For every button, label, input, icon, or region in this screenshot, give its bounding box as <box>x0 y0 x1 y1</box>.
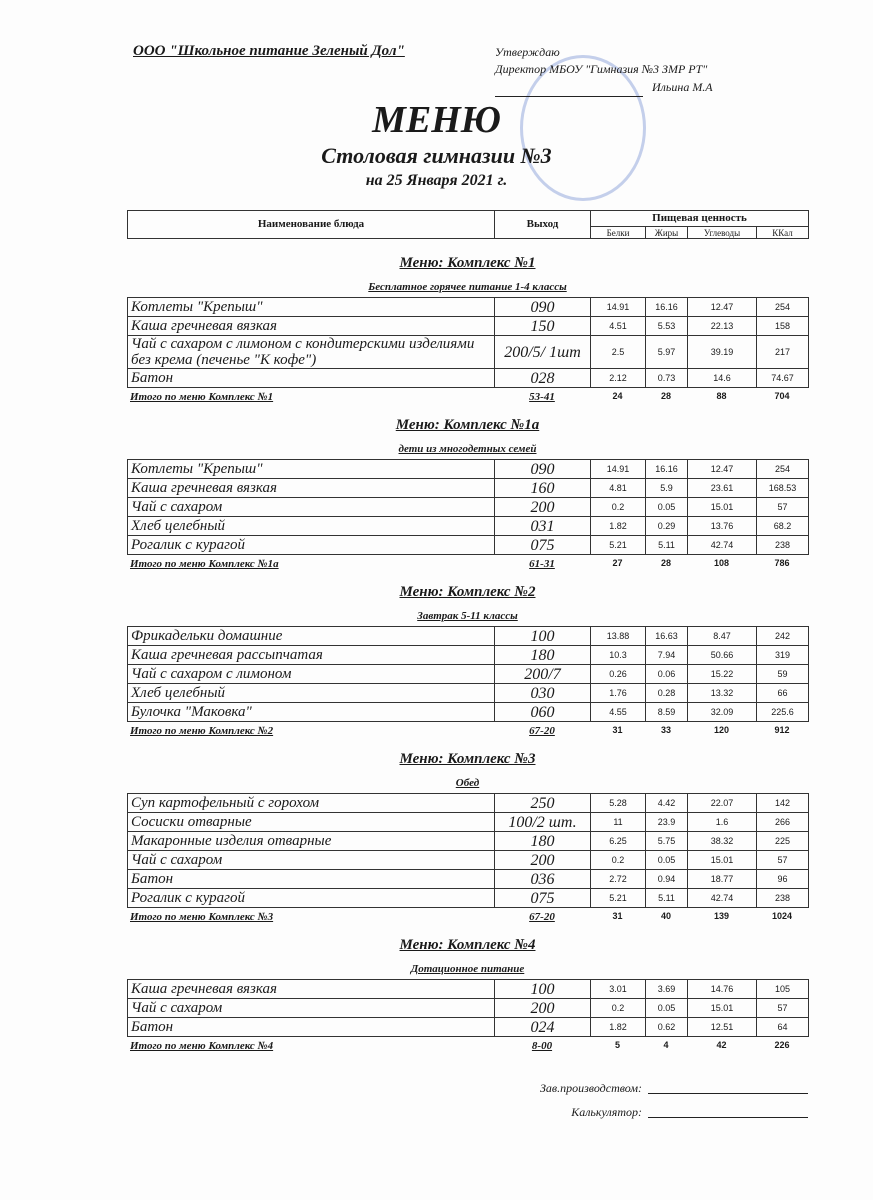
dish-name: Фрикадельки домашние <box>128 627 495 646</box>
dish-proteins: 5.28 <box>591 794 646 813</box>
menu-table <box>127 626 809 722</box>
dish-kcal: 57 <box>757 498 809 517</box>
total-carbs: 120 <box>713 725 730 735</box>
dish-output: 075 <box>495 889 591 908</box>
dish-name: Суп картофельный с горохом <box>128 794 495 813</box>
menu-table <box>127 459 809 555</box>
dish-output: 200 <box>495 498 591 517</box>
dish-carbs: 23.61 <box>688 479 757 498</box>
table-row <box>128 536 809 555</box>
total-row <box>127 724 808 740</box>
dish-output: 160 <box>495 479 591 498</box>
dish-carbs: 14.6 <box>688 369 757 388</box>
dish-fats: 0.05 <box>646 498 688 517</box>
calculator-signature-line <box>648 1117 808 1118</box>
dish-name: Котлеты "Крепыш" <box>128 460 495 479</box>
dish-proteins: 10.3 <box>591 646 646 665</box>
total-label <box>127 390 494 404</box>
dish-carbs: 15.01 <box>688 851 757 870</box>
dish-output: 075 <box>495 536 591 555</box>
dish-name: Сосиски отварные <box>128 813 495 832</box>
dish-name: Рогалик с курагой <box>128 536 495 555</box>
dish-output: 150 <box>495 317 591 336</box>
dish-kcal: 242 <box>757 627 809 646</box>
dish-proteins: 2.5 <box>591 336 646 369</box>
signatures <box>127 1077 808 1119</box>
dish-output: 028 <box>495 369 591 388</box>
total-kcal: 226 <box>774 1040 790 1050</box>
dish-proteins: 0.2 <box>591 498 646 517</box>
table-row <box>128 851 809 870</box>
dish-name: Каша гречневая вязкая <box>128 479 495 498</box>
dish-proteins: 0.26 <box>591 665 646 684</box>
table-row <box>128 298 809 317</box>
dish-kcal: 57 <box>757 999 809 1018</box>
total-label-text: Итого по меню Комплекс №4 <box>130 1040 274 1052</box>
dish-kcal: 96 <box>757 870 809 889</box>
table-row <box>128 498 809 517</box>
total-fats: 28 <box>660 391 671 401</box>
menu-table <box>127 979 809 1037</box>
dish-carbs: 12.47 <box>688 298 757 317</box>
menu-section <box>127 750 808 926</box>
dish-kcal: 319 <box>757 646 809 665</box>
total-proteins: 5 <box>614 1040 620 1050</box>
dish-kcal: 68.2 <box>757 517 809 536</box>
header-output: Выход <box>495 211 591 239</box>
dish-carbs: 13.76 <box>688 517 757 536</box>
calculator-signature <box>127 1101 808 1119</box>
dish-proteins: 2.72 <box>591 870 646 889</box>
production-head-label: Зав.производством: <box>539 1081 642 1095</box>
dish-carbs: 42.74 <box>688 536 757 555</box>
total-fats: 4 <box>663 1040 669 1050</box>
dish-output: 100 <box>495 627 591 646</box>
dish-kcal: 225 <box>757 832 809 851</box>
dish-kcal: 217 <box>757 336 809 369</box>
header-fats: Жиры <box>646 227 688 239</box>
dish-output: 200 <box>495 851 591 870</box>
section-subtitle-text: Бесплатное горячее питание 1-4 классы <box>368 281 567 293</box>
total-row <box>127 557 808 573</box>
section-title <box>127 583 808 601</box>
dish-fats: 23.9 <box>646 813 688 832</box>
dish-name: Батон <box>128 369 495 388</box>
dish-fats: 5.53 <box>646 317 688 336</box>
dish-name: Рогалик с курагой <box>128 889 495 908</box>
header-dish-name: Наименование блюда <box>128 211 495 239</box>
menu-table <box>127 297 809 388</box>
total-kcal: 912 <box>774 725 790 735</box>
table-row <box>128 980 809 999</box>
total-output-text: 61-31 <box>529 558 555 570</box>
section-subtitle <box>127 280 808 294</box>
dish-carbs: 32.09 <box>688 703 757 722</box>
total-carbs: 108 <box>713 558 730 568</box>
dish-output: 180 <box>495 832 591 851</box>
dish-kcal: 158 <box>757 317 809 336</box>
menu-date: на 25 Января 2021 г. <box>365 172 508 189</box>
section-title-text: Меню: Комплекс №2 <box>399 584 536 600</box>
table-row <box>128 336 809 369</box>
dish-kcal: 64 <box>757 1018 809 1037</box>
dish-fats: 4.42 <box>646 794 688 813</box>
dish-kcal: 266 <box>757 813 809 832</box>
total-row <box>127 1039 808 1055</box>
total-label <box>127 1039 494 1053</box>
section-subtitle-text: Завтрак 5-11 классы <box>417 610 518 622</box>
total-kcal: 704 <box>774 391 790 401</box>
production-head-signature <box>127 1077 808 1095</box>
dish-kcal: 59 <box>757 665 809 684</box>
page-subtitle: Столовая гимназии №3 <box>321 143 552 168</box>
column-header-table <box>127 210 809 239</box>
table-row <box>128 517 809 536</box>
dish-fats: 3.69 <box>646 980 688 999</box>
total-proteins: 31 <box>612 725 623 735</box>
table-row <box>128 999 809 1018</box>
dish-kcal: 254 <box>757 460 809 479</box>
section-subtitle <box>127 442 808 456</box>
dish-kcal: 254 <box>757 298 809 317</box>
dish-name: Чай с сахаром <box>128 851 495 870</box>
dish-name: Каша гречневая рассыпчатая <box>128 646 495 665</box>
dish-carbs: 15.01 <box>688 498 757 517</box>
dish-kcal: 168.53 <box>757 479 809 498</box>
dish-fats: 16.16 <box>646 460 688 479</box>
dish-name: Батон <box>128 870 495 889</box>
dish-proteins: 13.88 <box>591 627 646 646</box>
section-title <box>127 254 808 272</box>
dish-proteins: 14.91 <box>591 298 646 317</box>
total-proteins: 27 <box>612 558 623 568</box>
total-output <box>494 557 590 571</box>
dish-carbs: 22.13 <box>688 317 757 336</box>
total-carbs: 42 <box>716 1040 727 1050</box>
total-carbs: 139 <box>713 911 730 921</box>
total-row <box>127 390 808 406</box>
total-fats: 40 <box>660 911 671 921</box>
total-label <box>127 557 494 571</box>
dish-proteins: 0.2 <box>591 999 646 1018</box>
header-kcal: ККал <box>757 227 809 239</box>
dish-proteins: 1.82 <box>591 1018 646 1037</box>
section-subtitle-text: дети из многодетных семей <box>398 443 537 455</box>
dish-output: 180 <box>495 646 591 665</box>
dish-proteins: 6.25 <box>591 832 646 851</box>
dish-proteins: 1.76 <box>591 684 646 703</box>
total-proteins: 24 <box>612 391 623 401</box>
table-row <box>128 703 809 722</box>
approver-position: Директор МБОУ "Гимназия №3 ЗМР РТ" <box>495 62 708 76</box>
dish-fats: 5.75 <box>646 832 688 851</box>
section-title-text: Меню: Комплекс №4 <box>399 937 536 953</box>
dish-name: Хлеб целебный <box>128 517 495 536</box>
dish-proteins: 3.01 <box>591 980 646 999</box>
approver-name: Ильина М.А <box>652 80 713 94</box>
total-output <box>494 910 590 924</box>
total-fats: 33 <box>660 725 671 735</box>
dish-output: 030 <box>495 684 591 703</box>
dish-fats: 0.73 <box>646 369 688 388</box>
dish-kcal: 238 <box>757 536 809 555</box>
dish-kcal: 105 <box>757 980 809 999</box>
dish-carbs: 50.66 <box>688 646 757 665</box>
dish-kcal: 225.6 <box>757 703 809 722</box>
dish-kcal: 66 <box>757 684 809 703</box>
dish-fats: 0.06 <box>646 665 688 684</box>
total-output-text: 53-41 <box>529 391 555 403</box>
total-fats: 28 <box>660 558 671 568</box>
menu-sections <box>127 244 808 1125</box>
section-subtitle-text: Дотационное питание <box>410 963 525 975</box>
dish-carbs: 38.32 <box>688 832 757 851</box>
dish-carbs: 22.07 <box>688 794 757 813</box>
dish-name: Чай с сахаром <box>128 999 495 1018</box>
dish-proteins: 4.81 <box>591 479 646 498</box>
table-row <box>128 317 809 336</box>
dish-proteins: 11 <box>591 813 646 832</box>
dish-name: Булочка "Маковка" <box>128 703 495 722</box>
header-carbs: Углеводы <box>688 227 757 239</box>
menu-section <box>127 583 808 740</box>
dish-name: Каша гречневая вязкая <box>128 317 495 336</box>
dish-proteins: 2.12 <box>591 369 646 388</box>
dish-output: 031 <box>495 517 591 536</box>
dish-name: Хлеб целебный <box>128 684 495 703</box>
section-title-text: Меню: Комплекс №3 <box>399 751 536 767</box>
dish-carbs: 12.51 <box>688 1018 757 1037</box>
header-nutrition: Пищевая ценность <box>591 211 809 227</box>
dish-fats: 0.94 <box>646 870 688 889</box>
dish-carbs: 1.6 <box>688 813 757 832</box>
dish-proteins: 0.2 <box>591 851 646 870</box>
section-title <box>127 416 808 434</box>
section-title-text: Меню: Комплекс №1а <box>395 417 540 433</box>
dish-proteins: 1.82 <box>591 517 646 536</box>
section-subtitle <box>127 609 808 623</box>
approver-signature-line <box>495 96 643 97</box>
dish-name: Чай с сахаром <box>128 498 495 517</box>
section-title-text: Меню: Комплекс №1 <box>399 255 536 271</box>
total-label <box>127 724 494 738</box>
dish-fats: 5.97 <box>646 336 688 369</box>
dish-fats: 0.05 <box>646 999 688 1018</box>
dish-output: 200/5/ 1шт <box>495 336 591 369</box>
total-label-text: Итого по меню Комплекс №1а <box>130 558 279 570</box>
dish-proteins: 5.21 <box>591 536 646 555</box>
table-row <box>128 1018 809 1037</box>
dish-fats: 8.59 <box>646 703 688 722</box>
dish-fats: 5.9 <box>646 479 688 498</box>
dish-name: Макаронные изделия отварные <box>128 832 495 851</box>
dish-fats: 5.11 <box>646 889 688 908</box>
section-title <box>127 936 808 954</box>
dish-name: Котлеты "Крепыш" <box>128 298 495 317</box>
dish-kcal: 57 <box>757 851 809 870</box>
dish-proteins: 5.21 <box>591 889 646 908</box>
section-subtitle <box>127 962 808 976</box>
dish-fats: 7.94 <box>646 646 688 665</box>
table-row <box>128 369 809 388</box>
dish-fats: 0.05 <box>646 851 688 870</box>
dish-name: Чай с сахаром с лимоном с кондитерскими изделиями без крема (печенье "К кофе") <box>128 336 495 369</box>
section-subtitle-text: Обед <box>455 777 480 789</box>
total-output-text: 67-20 <box>529 725 555 737</box>
section-subtitle <box>127 776 808 790</box>
menu-section <box>127 416 808 573</box>
dish-output: 036 <box>495 870 591 889</box>
dish-carbs: 42.74 <box>688 889 757 908</box>
dish-proteins: 4.51 <box>591 317 646 336</box>
total-row <box>127 910 808 926</box>
total-output-text: 8-00 <box>531 1040 553 1052</box>
dish-carbs: 13.32 <box>688 684 757 703</box>
production-head-signature-line <box>648 1093 808 1094</box>
total-carbs: 88 <box>716 391 727 401</box>
dish-carbs: 12.47 <box>688 460 757 479</box>
total-kcal: 1024 <box>771 911 793 921</box>
section-title <box>127 750 808 768</box>
dish-fats: 0.62 <box>646 1018 688 1037</box>
dish-carbs: 8.47 <box>688 627 757 646</box>
table-row <box>128 665 809 684</box>
dish-fats: 0.28 <box>646 684 688 703</box>
table-row <box>128 794 809 813</box>
dish-output: 024 <box>495 1018 591 1037</box>
dish-output: 090 <box>495 298 591 317</box>
dish-output: 250 <box>495 794 591 813</box>
page-title: МЕНЮ <box>372 99 501 141</box>
dish-carbs: 39.19 <box>688 336 757 369</box>
dish-output: 200 <box>495 999 591 1018</box>
dish-proteins: 14.91 <box>591 460 646 479</box>
total-output <box>494 1039 590 1053</box>
total-kcal: 786 <box>774 558 790 568</box>
table-row <box>128 627 809 646</box>
dish-carbs: 15.22 <box>688 665 757 684</box>
total-output-text: 67-20 <box>529 911 555 923</box>
dish-fats: 0.29 <box>646 517 688 536</box>
total-label-text: Итого по меню Комплекс №3 <box>130 911 274 923</box>
total-label-text: Итого по меню Комплекс №2 <box>130 725 274 737</box>
menu-section <box>127 254 808 406</box>
dish-kcal: 238 <box>757 889 809 908</box>
total-label-text: Итого по меню Комплекс №1 <box>130 391 274 403</box>
total-output <box>494 724 590 738</box>
menu-table <box>127 793 809 908</box>
calculator-label: Калькулятор: <box>571 1105 642 1119</box>
table-row <box>128 460 809 479</box>
dish-name: Батон <box>128 1018 495 1037</box>
dish-fats: 16.63 <box>646 627 688 646</box>
dish-output: 100/2 шт. <box>495 813 591 832</box>
dish-output: 060 <box>495 703 591 722</box>
dish-kcal: 142 <box>757 794 809 813</box>
table-row <box>128 889 809 908</box>
dish-carbs: 14.76 <box>688 980 757 999</box>
table-row <box>128 646 809 665</box>
dish-output: 090 <box>495 460 591 479</box>
table-row <box>128 479 809 498</box>
total-label <box>127 910 494 924</box>
total-output <box>494 390 590 404</box>
dish-fats: 16.16 <box>646 298 688 317</box>
dish-kcal: 74.67 <box>757 369 809 388</box>
dish-proteins: 4.55 <box>591 703 646 722</box>
table-row <box>128 870 809 889</box>
approve-label: Утверждаю <box>495 45 560 59</box>
dish-name: Чай с сахаром с лимоном <box>128 665 495 684</box>
header-proteins: Белки <box>591 227 646 239</box>
table-row <box>128 813 809 832</box>
total-proteins: 31 <box>612 911 623 921</box>
dish-carbs: 15.01 <box>688 999 757 1018</box>
table-row <box>128 832 809 851</box>
menu-section <box>127 936 808 1055</box>
table-row <box>128 684 809 703</box>
dish-name: Каша гречневая вязкая <box>128 980 495 999</box>
dish-output: 200/7 <box>495 665 591 684</box>
organization-name: ООО "Школьное питание Зеленый Дол" <box>133 43 405 59</box>
dish-carbs: 18.77 <box>688 870 757 889</box>
dish-fats: 5.11 <box>646 536 688 555</box>
dish-output: 100 <box>495 980 591 999</box>
